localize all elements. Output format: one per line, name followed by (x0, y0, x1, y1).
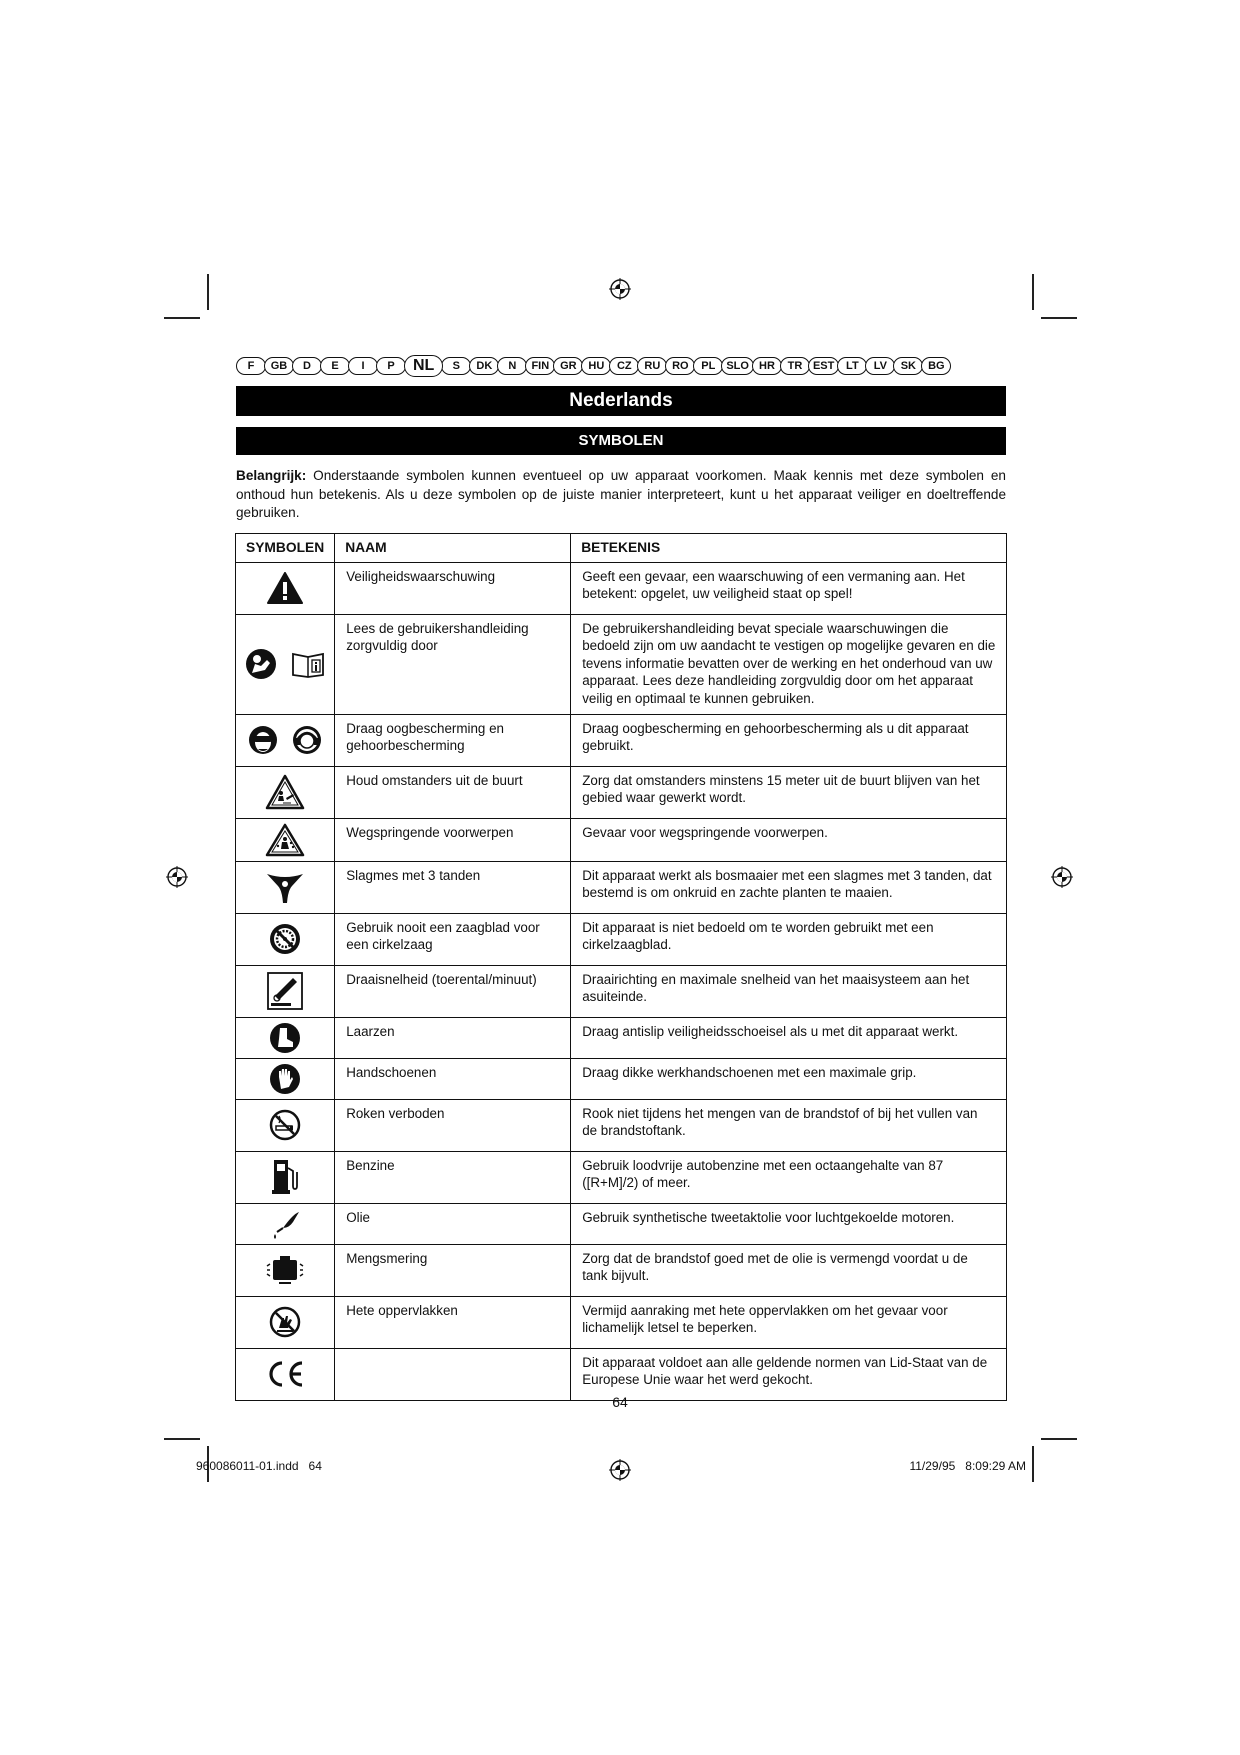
symbol-cell (236, 1017, 335, 1058)
lang-tab-fin[interactable]: FIN (525, 357, 555, 375)
lang-tab-hu[interactable]: HU (581, 357, 611, 375)
column-header-meaning: BETEKENIS (571, 534, 1007, 563)
registration-mark-icon (609, 1459, 631, 1481)
table-row (236, 1296, 1007, 1348)
crop-mark (1041, 1438, 1077, 1440)
symbol-cell (236, 1151, 335, 1203)
lang-tab-dk[interactable]: DK (469, 357, 499, 375)
symbol-meaning: Draag dikke werkhandschoenen met een maximale grip. (571, 1058, 1007, 1099)
eye-protection-icon (248, 725, 278, 755)
registration-mark-icon (609, 278, 631, 300)
gloves-icon (269, 1063, 301, 1095)
three-tooth-blade-icon (266, 870, 304, 904)
fuel-pump-icon (271, 1158, 299, 1196)
symbol-name: Laarzen (335, 1017, 571, 1058)
symbol-name: Slagmes met 3 tanden (335, 861, 571, 913)
lang-tab-pl[interactable]: PL (693, 357, 723, 375)
lang-tab-sk[interactable]: SK (893, 357, 923, 375)
intro-lead: Belangrijk: (236, 468, 307, 483)
symbol-name: Draaisnelheid (toerental/minuut) (335, 965, 571, 1017)
symbol-cell (236, 861, 335, 913)
symbol-meaning: Draag antislip veiligheidsschoeisel als u met dit apparaat werkt. (571, 1017, 1007, 1058)
symbol-name: Olie (335, 1203, 571, 1244)
lang-tab-p[interactable]: P (376, 357, 406, 375)
crop-mark (1041, 317, 1077, 319)
crop-mark (1032, 1446, 1034, 1482)
table-row (236, 1348, 1007, 1400)
lang-tab-i[interactable]: I (348, 357, 378, 375)
print-slug-date: 11/29/95 8:09:29 AM (909, 1459, 1026, 1473)
crop-mark (164, 1438, 200, 1440)
lang-tab-ro[interactable]: RO (665, 357, 695, 375)
lang-tab-tr[interactable]: TR (780, 357, 810, 375)
symbol-meaning: Geeft een gevaar, een waarschuwing of een vermaning aan. Het betekent: opgelet, uw veiligheid staat op spel! (571, 562, 1007, 614)
print-slug-file: 960086011-01.indd 64 (196, 1459, 322, 1473)
table-row (236, 1203, 1007, 1244)
lang-tab-hr[interactable]: HR (752, 357, 782, 375)
symbol-cell (236, 1099, 335, 1151)
keep-bystanders-away-icon (265, 774, 305, 810)
symbol-meaning: Gebruik loodvrije autobenzine met een octaangehalte van 87 ([R+M]/2) of meer. (571, 1151, 1007, 1203)
symbol-meaning: Vermijd aanraking met hete oppervlakken om het gevaar voor lichamelijk letsel te beperken. (571, 1296, 1007, 1348)
lang-tab-e[interactable]: E (320, 357, 350, 375)
lang-tab-gr[interactable]: GR (553, 357, 583, 375)
crop-mark (164, 317, 200, 319)
symbol-cell (236, 562, 335, 614)
symbol-name: Mengsmering (335, 1244, 571, 1296)
lang-tab-cz[interactable]: CZ (609, 357, 639, 375)
symbol-cell (236, 1296, 335, 1348)
boots-icon (269, 1022, 301, 1054)
symbol-name: Lees de gebruikershandleiding zorgvuldig door (335, 614, 571, 714)
column-header-name: NAAM (335, 534, 571, 563)
page-number: 64 (612, 1394, 628, 1410)
symbol-cell (236, 1203, 335, 1244)
symbol-name: Veiligheidswaarschuwing (335, 562, 571, 614)
section-title: SYMBOLEN (236, 427, 1006, 455)
ce-mark-icon (264, 1359, 306, 1389)
symbol-name: Draag oogbescherming en gehoorbescherming (335, 714, 571, 766)
lang-tab-nl[interactable]: NL (404, 355, 443, 377)
table-row (236, 965, 1007, 1017)
symbol-name: Gebruik nooit een zaagblad voor een cirkelzaag (335, 913, 571, 965)
hot-surface-icon (269, 1306, 301, 1338)
table-header-row (236, 534, 1007, 563)
crop-mark (1032, 274, 1034, 310)
lang-tab-ru[interactable]: RU (637, 357, 667, 375)
symbol-meaning: Dit apparaat werkt als bosmaaier met een slagmes met 3 tanden, dat bestemd is om onkruid en zachte planten te maaien. (571, 861, 1007, 913)
symbol-meaning: Zorg dat de brandstof goed met de olie is vermengd voordat u de tank bijvult. (571, 1244, 1007, 1296)
crop-mark (207, 274, 209, 310)
symbol-name: Houd omstanders uit de buurt (335, 766, 571, 818)
table-row (236, 1099, 1007, 1151)
lang-tab-s[interactable]: S (441, 357, 471, 375)
rotation-speed-icon (267, 972, 303, 1010)
lang-tab-lt[interactable]: LT (837, 357, 867, 375)
symbol-meaning: Rook niet tijdens het mengen van de brandstof of bij het vullen van de brandstoftank. (571, 1099, 1007, 1151)
symbol-name: Roken verboden (335, 1099, 571, 1151)
table-row (236, 562, 1007, 614)
registration-mark-icon (1051, 866, 1073, 888)
no-saw-blade-icon (269, 923, 301, 955)
lang-tab-f[interactable]: F (236, 357, 266, 375)
symbol-name: Benzine (335, 1151, 571, 1203)
symbol-cell (236, 614, 335, 714)
symbol-name: Wegspringende voorwerpen (335, 818, 571, 861)
table-row (236, 1058, 1007, 1099)
table-row (236, 1017, 1007, 1058)
lang-tab-est[interactable]: EST (808, 357, 839, 375)
lang-tab-bg[interactable]: BG (921, 357, 951, 375)
table-row (236, 818, 1007, 861)
table-row (236, 1244, 1007, 1296)
column-header-symbol: SYMBOLEN (236, 534, 335, 563)
symbol-cell (236, 818, 335, 861)
lang-tab-lv[interactable]: LV (865, 357, 895, 375)
table-row (236, 714, 1007, 766)
table-row (236, 913, 1007, 965)
symbol-meaning: Draag oogbescherming en gehoorbescherming als u dit apparaat gebruikt. (571, 714, 1007, 766)
lang-tab-gb[interactable]: GB (264, 357, 294, 375)
symbol-cell (236, 1348, 335, 1400)
table-row (236, 861, 1007, 913)
symbol-cell (236, 965, 335, 1017)
symbol-name: Hete oppervlakken (335, 1296, 571, 1348)
language-tabs (236, 355, 1006, 377)
lang-tab-n[interactable]: N (497, 357, 527, 375)
symbol-name (335, 1348, 571, 1400)
manual-book-icon (291, 650, 325, 678)
symbol-cell (236, 1244, 335, 1296)
thrown-objects-icon (265, 823, 305, 857)
symbol-cell (236, 1058, 335, 1099)
table-row (236, 1151, 1007, 1203)
fuel-mixing-icon (263, 1252, 307, 1288)
lang-tab-slo[interactable]: SLO (721, 357, 754, 375)
symbol-meaning: De gebruikershandleiding bevat speciale waarschuwingen die bedoeld zijn om uw aandacht te vestigen op mogelijke gevaren en die tevens informatie bevatten over de werking en het onderhoud van uw apparaat. Lees deze handleiding zorgvuldig door om het apparaat veilig en optimaal te kunnen gebruiken. (571, 614, 1007, 714)
ear-protection-icon (292, 725, 322, 755)
table-row (236, 614, 1007, 714)
warning-triangle-icon (267, 572, 303, 604)
intro-paragraph (236, 467, 1006, 523)
symbol-meaning: Dit apparaat is niet bedoeld om te worden gebruikt met een cirkelzaagblad. (571, 913, 1007, 965)
symbol-meaning: Dit apparaat voldoet aan alle geldende normen van Lid-Staat van de Europese Unie waar het werd gekocht. (571, 1348, 1007, 1400)
symbols-table (235, 533, 1007, 1401)
symbol-meaning: Zorg dat omstanders minstens 15 meter uit de buurt blijven van het gebied waar gewerkt wordt. (571, 766, 1007, 818)
symbol-cell (236, 714, 335, 766)
symbol-cell (236, 913, 335, 965)
no-smoking-icon (269, 1109, 301, 1141)
symbol-name: Handschoenen (335, 1058, 571, 1099)
table-row (236, 766, 1007, 818)
read-manual-icon (245, 648, 277, 680)
symbol-cell (236, 766, 335, 818)
registration-mark-icon (166, 866, 188, 888)
symbol-meaning: Gevaar voor wegspringende voorwerpen. (571, 818, 1007, 861)
symbol-meaning: Draairichting en maximale snelheid van het maaisysteem aan het asuiteinde. (571, 965, 1007, 1017)
symbol-meaning: Gebruik synthetische tweetaktolie voor luchtgekoelde motoren. (571, 1203, 1007, 1244)
oil-can-icon (269, 1208, 301, 1240)
lang-tab-d[interactable]: D (292, 357, 322, 375)
intro-text: Onderstaande symbolen kunnen eventueel op uw apparaat voorkomen. Maak kennis met deze symbolen en onthoud hun betekenis. Als u deze symbolen op de juiste manier interpreteert, kunt u het apparaat veiliger en doeltreffende gebruiken. (236, 468, 1006, 520)
language-title: Nederlands (236, 386, 1006, 416)
